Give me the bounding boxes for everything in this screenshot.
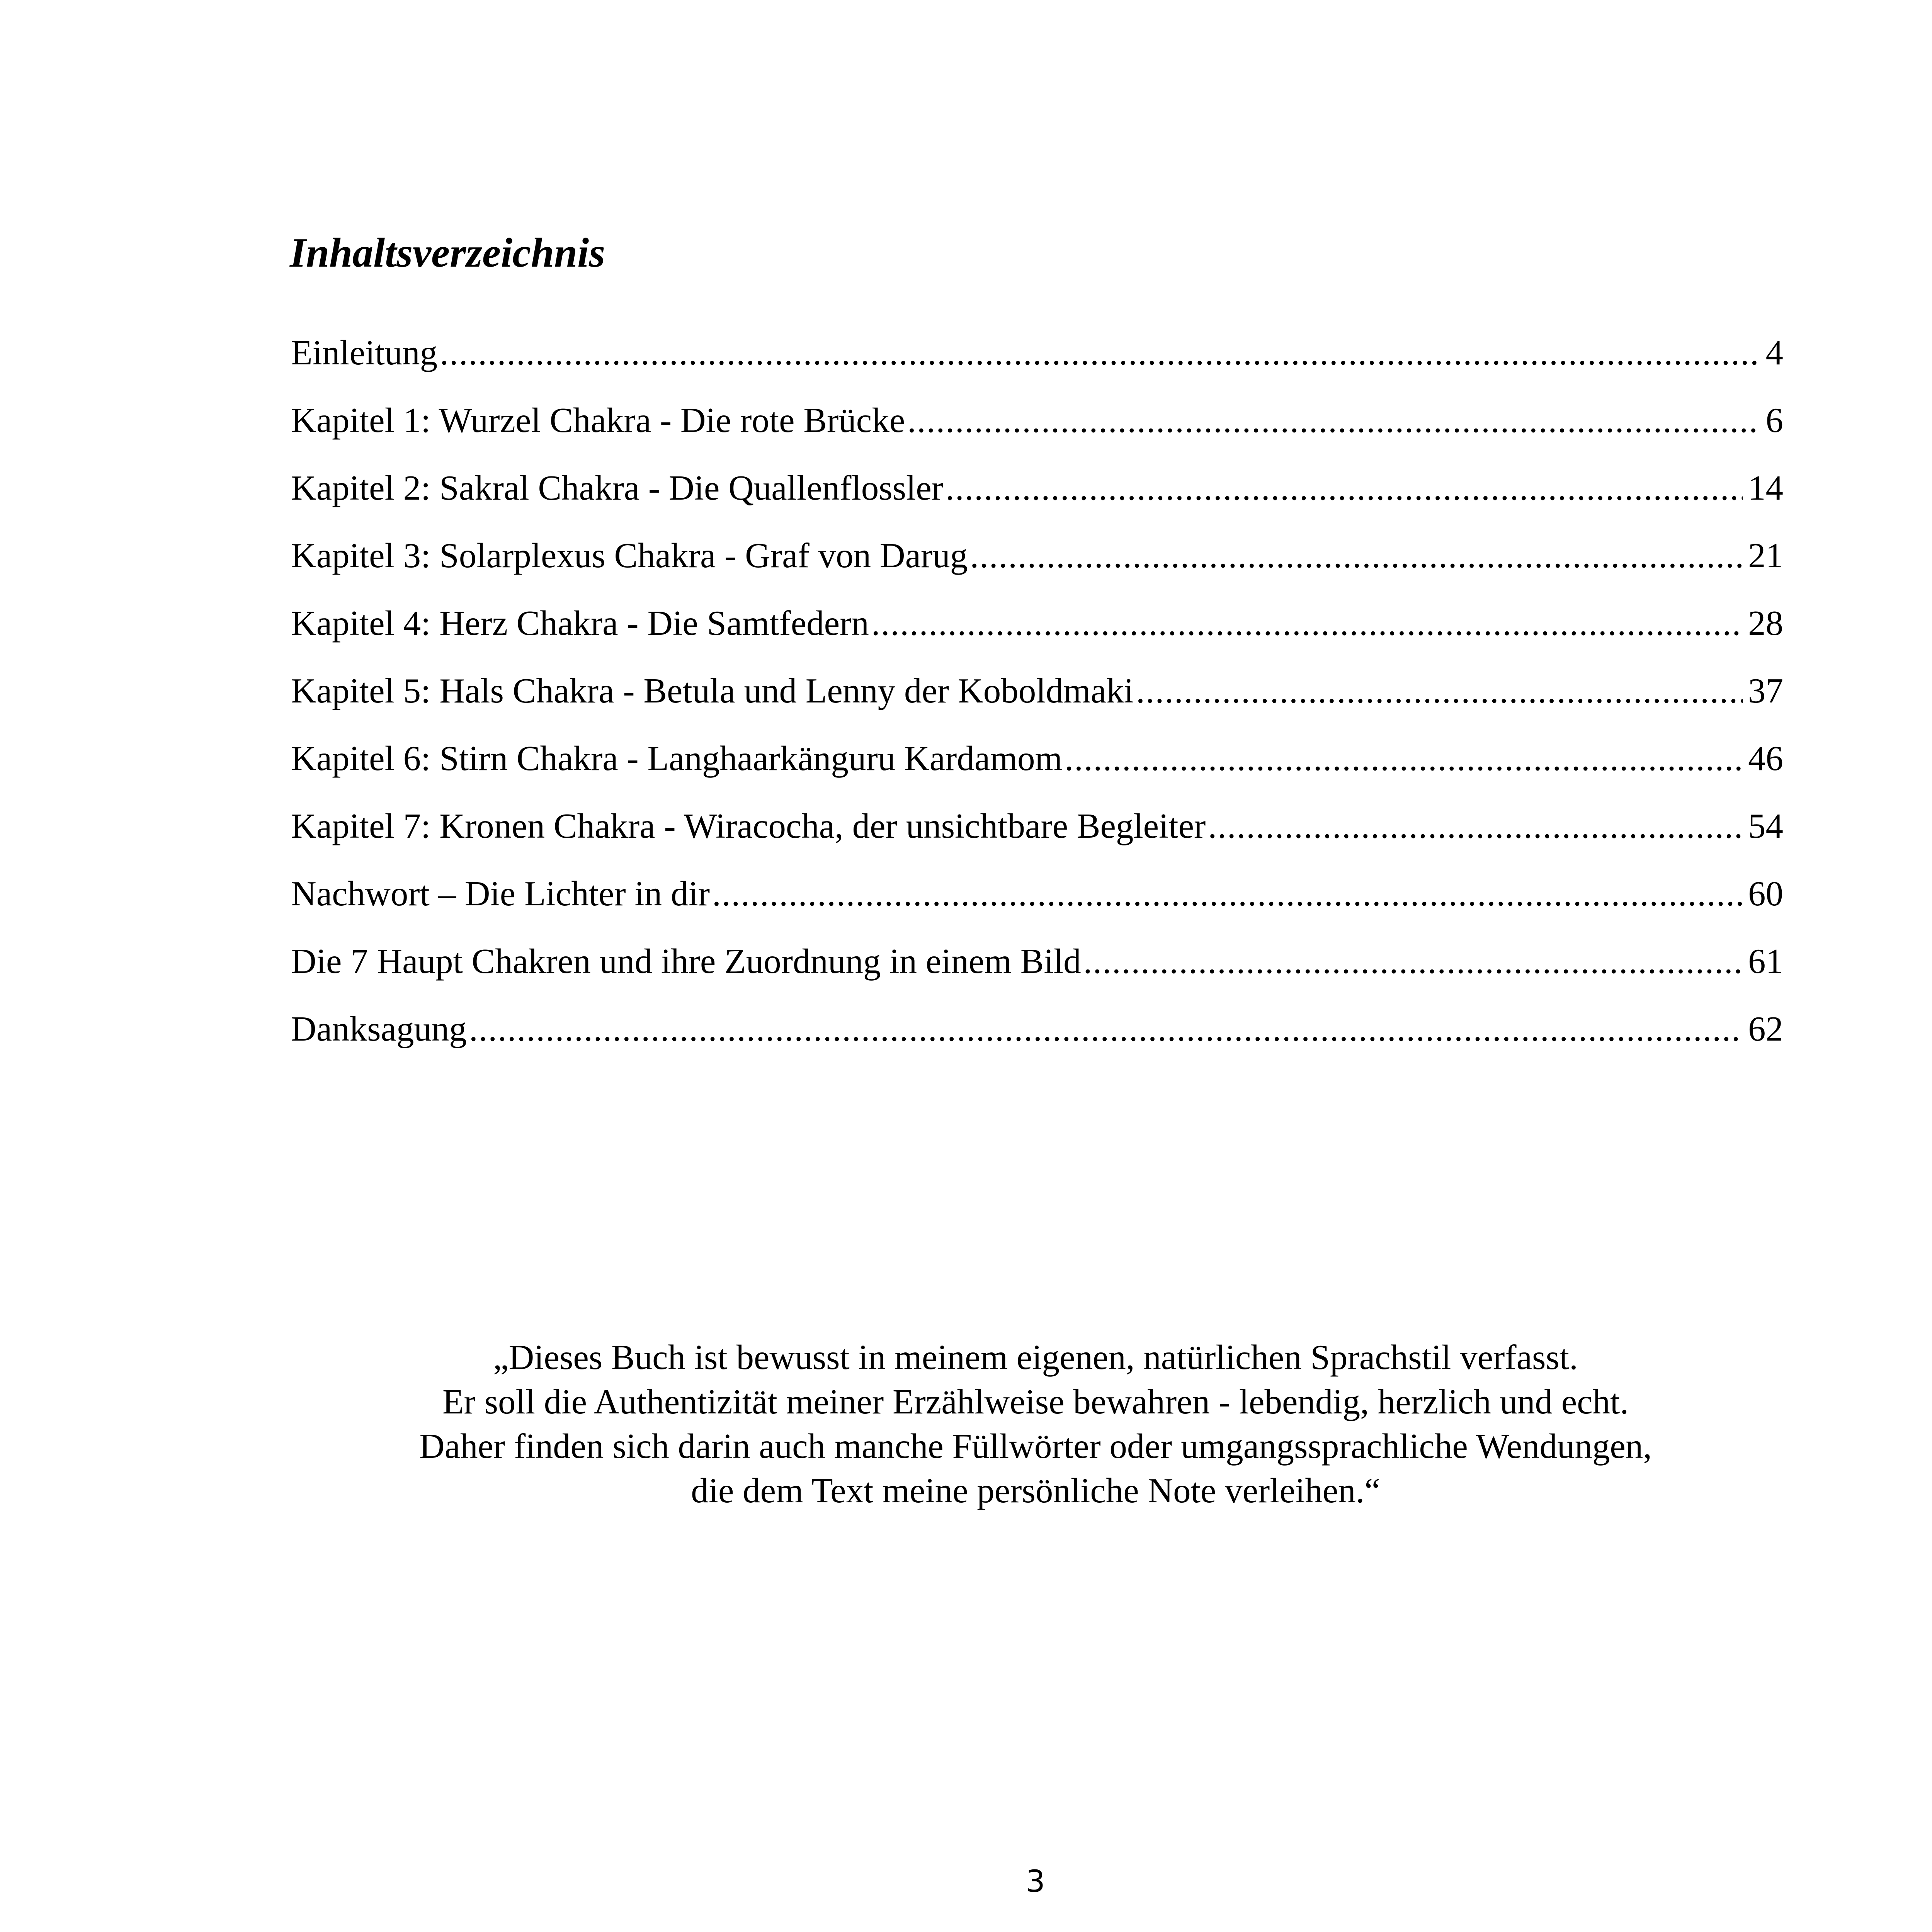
toc-entry-label: Nachwort – Die Lichter in dir — [291, 874, 710, 913]
toc-dot-leader — [871, 602, 1743, 645]
toc-dot-leader — [1083, 940, 1743, 983]
toc-dot-leader — [712, 872, 1743, 915]
toc-entry-page: 6 — [1765, 401, 1783, 440]
toc-entry-label: Kapitel 4: Herz Chakra - Die Samtfedern — [291, 604, 869, 643]
toc-entry-page: 37 — [1748, 671, 1783, 710]
toc-entry-label: Einleitung — [291, 333, 438, 372]
toc-entry-label: Kapitel 5: Hals Chakra - Betula und Lenny der Koboldmaki — [291, 671, 1134, 710]
toc-entry-label: Kapitel 6: Stirn Chakra - Langhaarkänguru Kardamom — [291, 739, 1063, 778]
toc-entry-label: Danksagung — [291, 1009, 467, 1048]
note-line: „Dieses Buch ist bewusst in meinem eigenen, natürlichen Sprachstil verfasst. — [493, 1338, 1578, 1377]
toc-entry-einleitung[interactable] — [291, 332, 1783, 399]
toc-dot-leader — [469, 1008, 1743, 1050]
toc-entry-page: 28 — [1748, 604, 1783, 643]
author-style-note — [193, 1335, 1878, 1513]
toc-entry-page: 61 — [1748, 942, 1783, 981]
toc-dot-leader — [907, 399, 1760, 442]
toc-entry-page: 60 — [1748, 874, 1783, 913]
table-of-contents — [291, 332, 1783, 1075]
toc-dot-leader — [1065, 737, 1743, 780]
toc-dot-leader — [970, 534, 1743, 577]
note-line: Daher finden sich darin auch manche Füllwörter oder umgangssprachliche Wendungen, — [419, 1427, 1652, 1466]
toc-dot-leader — [946, 467, 1743, 509]
toc-entry-kapitel-1[interactable] — [291, 399, 1783, 467]
toc-entry-kapitel-6[interactable] — [291, 737, 1783, 805]
toc-entry-kapitel-7[interactable] — [291, 805, 1783, 872]
toc-entry-label: Kapitel 7: Kronen Chakra - Wiracocha, der unsichtbare Begleiter — [291, 806, 1206, 845]
toc-title: Inhaltsverzeichnis — [290, 230, 605, 276]
toc-entry-label: Kapitel 2: Sakral Chakra - Die Quallenflossler — [291, 468, 944, 507]
toc-entry-kapitel-3[interactable] — [291, 534, 1783, 602]
toc-entry-kapitel-2[interactable] — [291, 467, 1783, 534]
toc-dot-leader — [1208, 805, 1743, 847]
note-line: Er soll die Authentizität meiner Erzählweise bewahren - lebendig, herzlich und echt. — [442, 1382, 1629, 1421]
toc-entry-nachwort[interactable] — [291, 872, 1783, 940]
toc-entry-danksagung[interactable] — [291, 1008, 1783, 1075]
toc-entry-kapitel-5[interactable] — [291, 670, 1783, 737]
note-line: die dem Text meine persönliche Note verleihen.“ — [691, 1471, 1380, 1510]
toc-entry-label: Die 7 Haupt Chakren und ihre Zuordnung in einem Bild — [291, 942, 1081, 981]
toc-dot-leader — [440, 332, 1760, 374]
toc-entry-label: Kapitel 3: Solarplexus Chakra - Graf von Darug — [291, 536, 968, 575]
toc-dot-leader — [1136, 670, 1743, 712]
toc-entry-page: 4 — [1765, 333, 1783, 372]
toc-entry-page: 54 — [1748, 806, 1783, 845]
toc-entry-kapitel-4[interactable] — [291, 602, 1783, 670]
page-number: 3 — [1026, 1864, 1045, 1899]
toc-entry-page: 46 — [1748, 739, 1783, 778]
toc-entry-chakren-bild[interactable] — [291, 940, 1783, 1008]
toc-entry-page: 62 — [1748, 1009, 1783, 1048]
toc-entry-page: 21 — [1748, 536, 1783, 575]
toc-entry-label: Kapitel 1: Wurzel Chakra - Die rote Brücke — [291, 401, 905, 440]
toc-entry-page: 14 — [1748, 468, 1783, 507]
